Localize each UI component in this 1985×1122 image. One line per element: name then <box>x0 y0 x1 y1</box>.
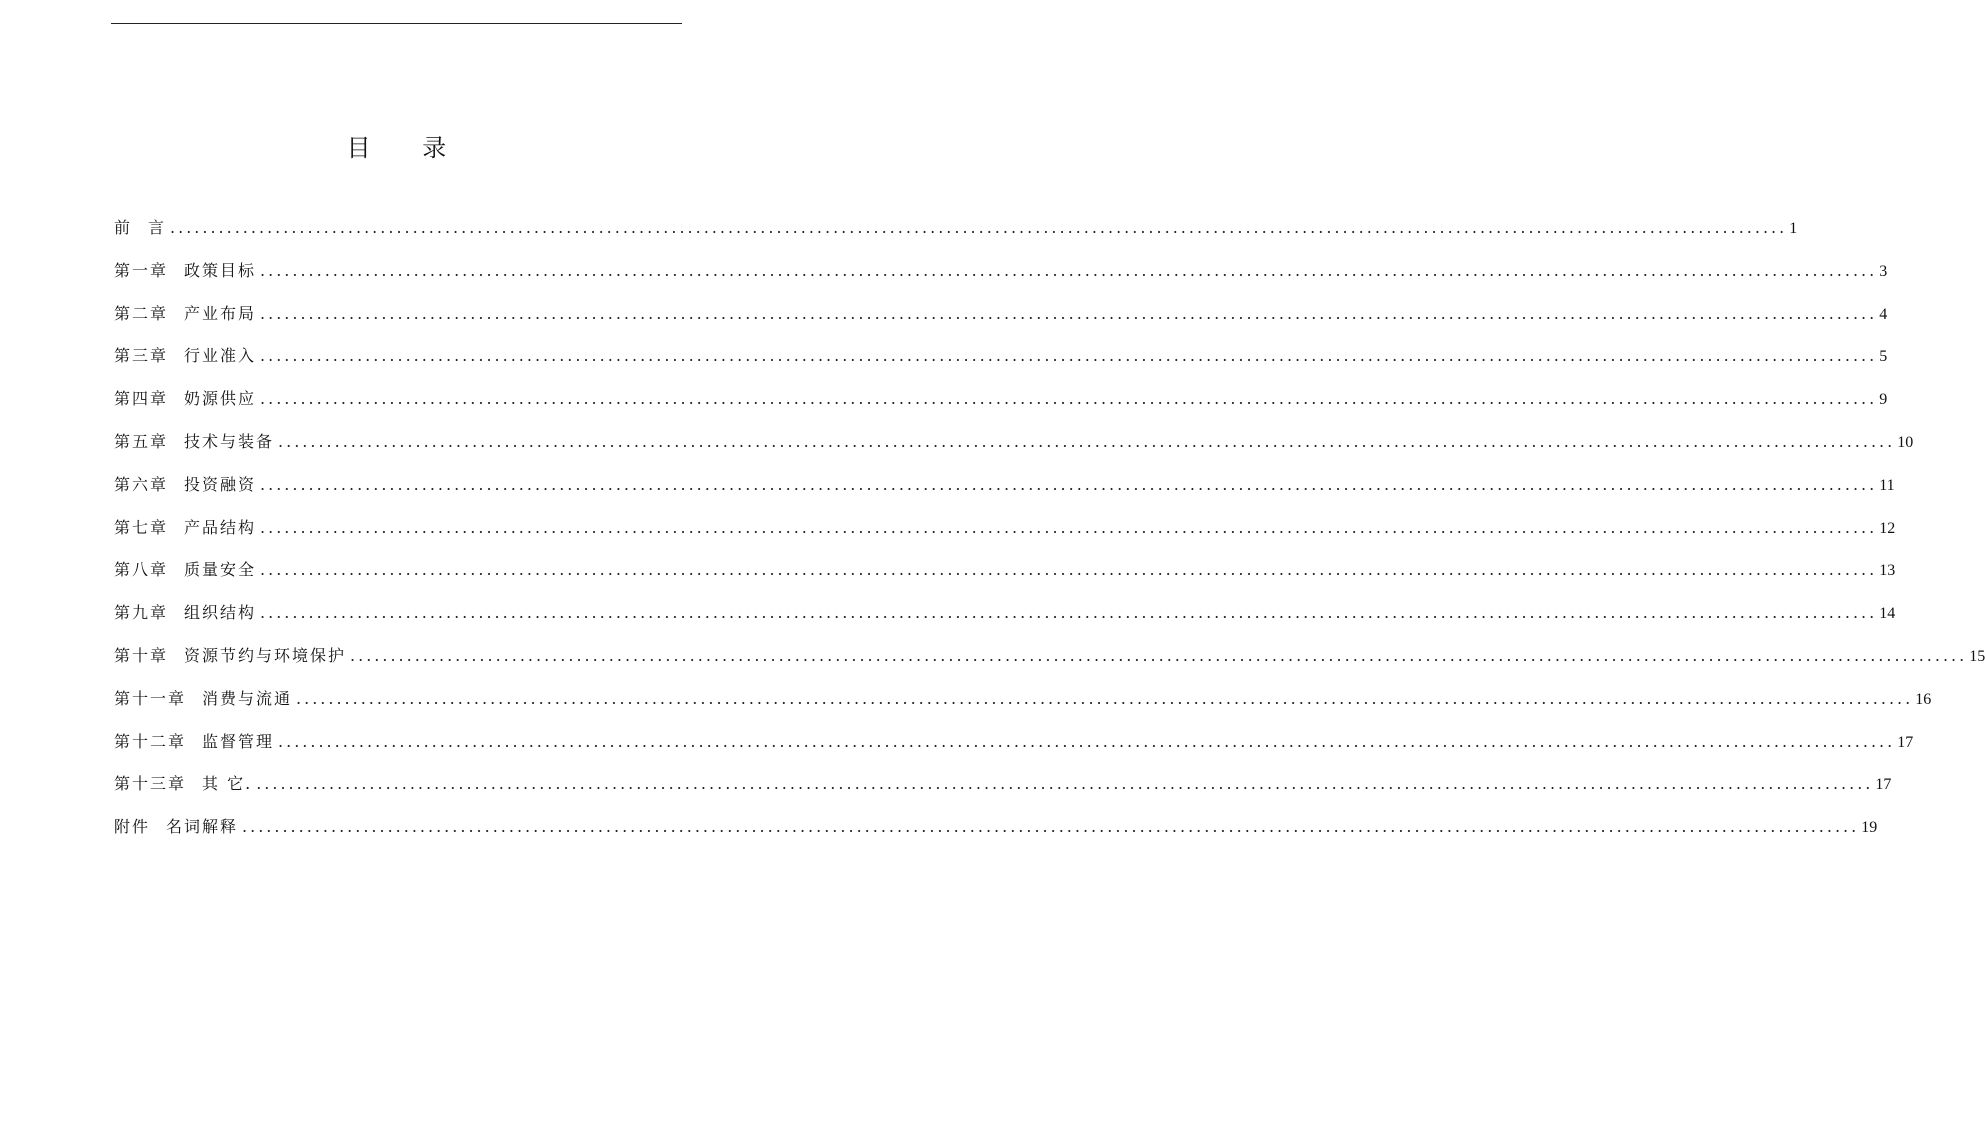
toc-entry-appendix[interactable] <box>114 810 1878 853</box>
toc-entry-page: 11 <box>1879 476 1895 494</box>
toc-entry-name: 政策目标 <box>184 260 257 280</box>
toc-entry-name: 监督管理 <box>202 731 275 751</box>
toc-entry-label <box>114 382 256 416</box>
toc-entry-page: 3 <box>1879 262 1888 280</box>
toc-entry-name: 质量安全 <box>184 560 257 580</box>
toc-entry-page: 9 <box>1879 391 1888 409</box>
toc-entry-page: 4 <box>1879 305 1888 323</box>
toc-title: 目 录 <box>346 134 469 162</box>
toc-entry-chapter: 第十一章 <box>114 688 187 708</box>
toc-entry-page: 1 <box>1789 220 1798 237</box>
toc-entry-chapter-13[interactable] <box>114 767 1892 810</box>
toc-list <box>114 211 1985 853</box>
toc-entry-chapter: 第十三章 <box>114 774 187 794</box>
toc-leader-dots: ........................................................................................................................................................................................................ <box>260 603 1878 623</box>
toc-entry-label <box>114 553 256 587</box>
toc-entry-chapter: 第四章 <box>114 389 169 409</box>
toc-leader-dots: ........................................................................................................................................................................................................ <box>350 645 1968 665</box>
toc-leader-dots: ........................................................................................................................................................................................................ <box>256 774 1874 794</box>
toc-entry-name: 行业准入 <box>184 346 257 366</box>
toc-entry-label <box>114 297 256 331</box>
toc-entry-chapter: 第九章 <box>114 603 169 623</box>
toc-entry-chapter-8[interactable] <box>114 553 1896 596</box>
toc-entry-page: 14 <box>1879 605 1896 623</box>
toc-entry-chapter: 第七章 <box>114 517 169 537</box>
toc-leader-dots: ........................................................................................................................................................................................................ <box>260 260 1878 280</box>
toc-entry-chapter-4[interactable] <box>114 382 1888 425</box>
toc-entry-chapter: 第六章 <box>114 474 169 494</box>
toc-entry-name: 言 <box>148 218 167 237</box>
toc-entry-name: 技术与装备 <box>184 431 275 451</box>
toc-leader-dots: ........................................................................................................................................................................................................ <box>242 817 1860 837</box>
toc-entry-preface[interactable] <box>114 211 1798 254</box>
header-rule <box>111 23 682 24</box>
toc-entry-name: 奶源供应 <box>184 389 257 409</box>
toc-entry-chapter-10[interactable] <box>114 639 1985 682</box>
toc-entry-chapter-3[interactable] <box>114 339 1888 382</box>
toc-entry-chapter-5[interactable] <box>114 425 1914 468</box>
toc-entry-page: 10 <box>1897 433 1914 451</box>
toc-entry-chapter-9[interactable] <box>114 596 1896 639</box>
toc-entry-page: 15 <box>1969 647 1985 665</box>
toc-entry-label <box>114 639 346 673</box>
toc-leader-dots: ........................................................................................................................................................................................................ <box>260 303 1878 323</box>
toc-entry-label <box>114 425 274 459</box>
toc-entry-label <box>114 339 256 373</box>
toc-entry-chapter: 第八章 <box>114 560 169 580</box>
toc-leader-dots: ........................................................................................................................................................................................................ <box>260 474 1878 494</box>
toc-entry-chapter: 第三章 <box>114 346 169 366</box>
toc-entry-name: 产业布局 <box>184 303 257 323</box>
toc-entry-chapter-12[interactable] <box>114 725 1914 768</box>
toc-entry-chapter-1[interactable] <box>114 254 1888 297</box>
toc-entry-chapter-11[interactable] <box>114 682 1932 725</box>
toc-entry-name: 资源节约与环境保护 <box>184 645 347 665</box>
toc-entry-chapter-2[interactable] <box>114 297 1888 340</box>
toc-entry-chapter-7[interactable] <box>114 511 1896 554</box>
toc-entry-name: 名词解释 <box>166 817 239 837</box>
toc-leader-dots: ........................................................................................................................................................................................................ <box>260 560 1878 580</box>
toc-entry-page: 12 <box>1879 519 1896 537</box>
toc-entry-chapter: 前 <box>114 218 133 237</box>
toc-entry-chapter: 第五章 <box>114 431 169 451</box>
toc-entry-chapter: 附件 <box>114 817 151 837</box>
toc-leader-dots: ........................................................................................................................................................................................................ <box>296 688 1914 708</box>
toc-entry-chapter: 第一章 <box>114 260 169 280</box>
toc-entry-chapter: 第十章 <box>114 645 169 665</box>
toc-entry-chapter: 第二章 <box>114 303 169 323</box>
toc-leader-dots: ........................................................................................................................................................................................................ <box>278 431 1896 451</box>
toc-entry-name: 消费与流通 <box>202 688 293 708</box>
toc-entry-label <box>114 596 256 630</box>
toc-entry-label <box>114 767 252 801</box>
toc-entry-label <box>114 211 166 245</box>
toc-entry-page: 19 <box>1861 819 1878 837</box>
toc-leader-dots: ........................................................................................................................................................................................................ <box>260 389 1878 409</box>
toc-entry-label <box>114 682 292 716</box>
toc-entry-page: 5 <box>1879 348 1888 366</box>
toc-entry-page: 13 <box>1879 562 1896 580</box>
toc-entry-name: 组织结构 <box>184 603 257 623</box>
toc-entry-label <box>114 468 256 502</box>
toc-entry-name: 投资融资 <box>184 474 257 494</box>
toc-entry-chapter: 第十二章 <box>114 731 187 751</box>
toc-entry-label <box>114 810 238 844</box>
toc-entry-page: 17 <box>1875 776 1892 794</box>
toc-entry-label <box>114 254 256 288</box>
toc-leader-dots: ........................................................................................................................................................................................................ <box>260 517 1878 537</box>
toc-entry-label <box>114 511 256 545</box>
toc-entry-page: 16 <box>1915 690 1932 708</box>
toc-entry-chapter-6[interactable] <box>114 468 1895 511</box>
toc-leader-dots: ........................................................................................................................................................................................................ <box>260 346 1878 366</box>
toc-leader-dots: ........................................................................................................................................................................................................ <box>170 218 1788 237</box>
toc-entry-page: 17 <box>1897 733 1914 751</box>
toc-entry-label <box>114 725 274 759</box>
toc-entry-name: 其 它. <box>202 774 253 794</box>
toc-leader-dots: ........................................................................................................................................................................................................ <box>278 731 1896 751</box>
toc-entry-name: 产品结构 <box>184 517 257 537</box>
